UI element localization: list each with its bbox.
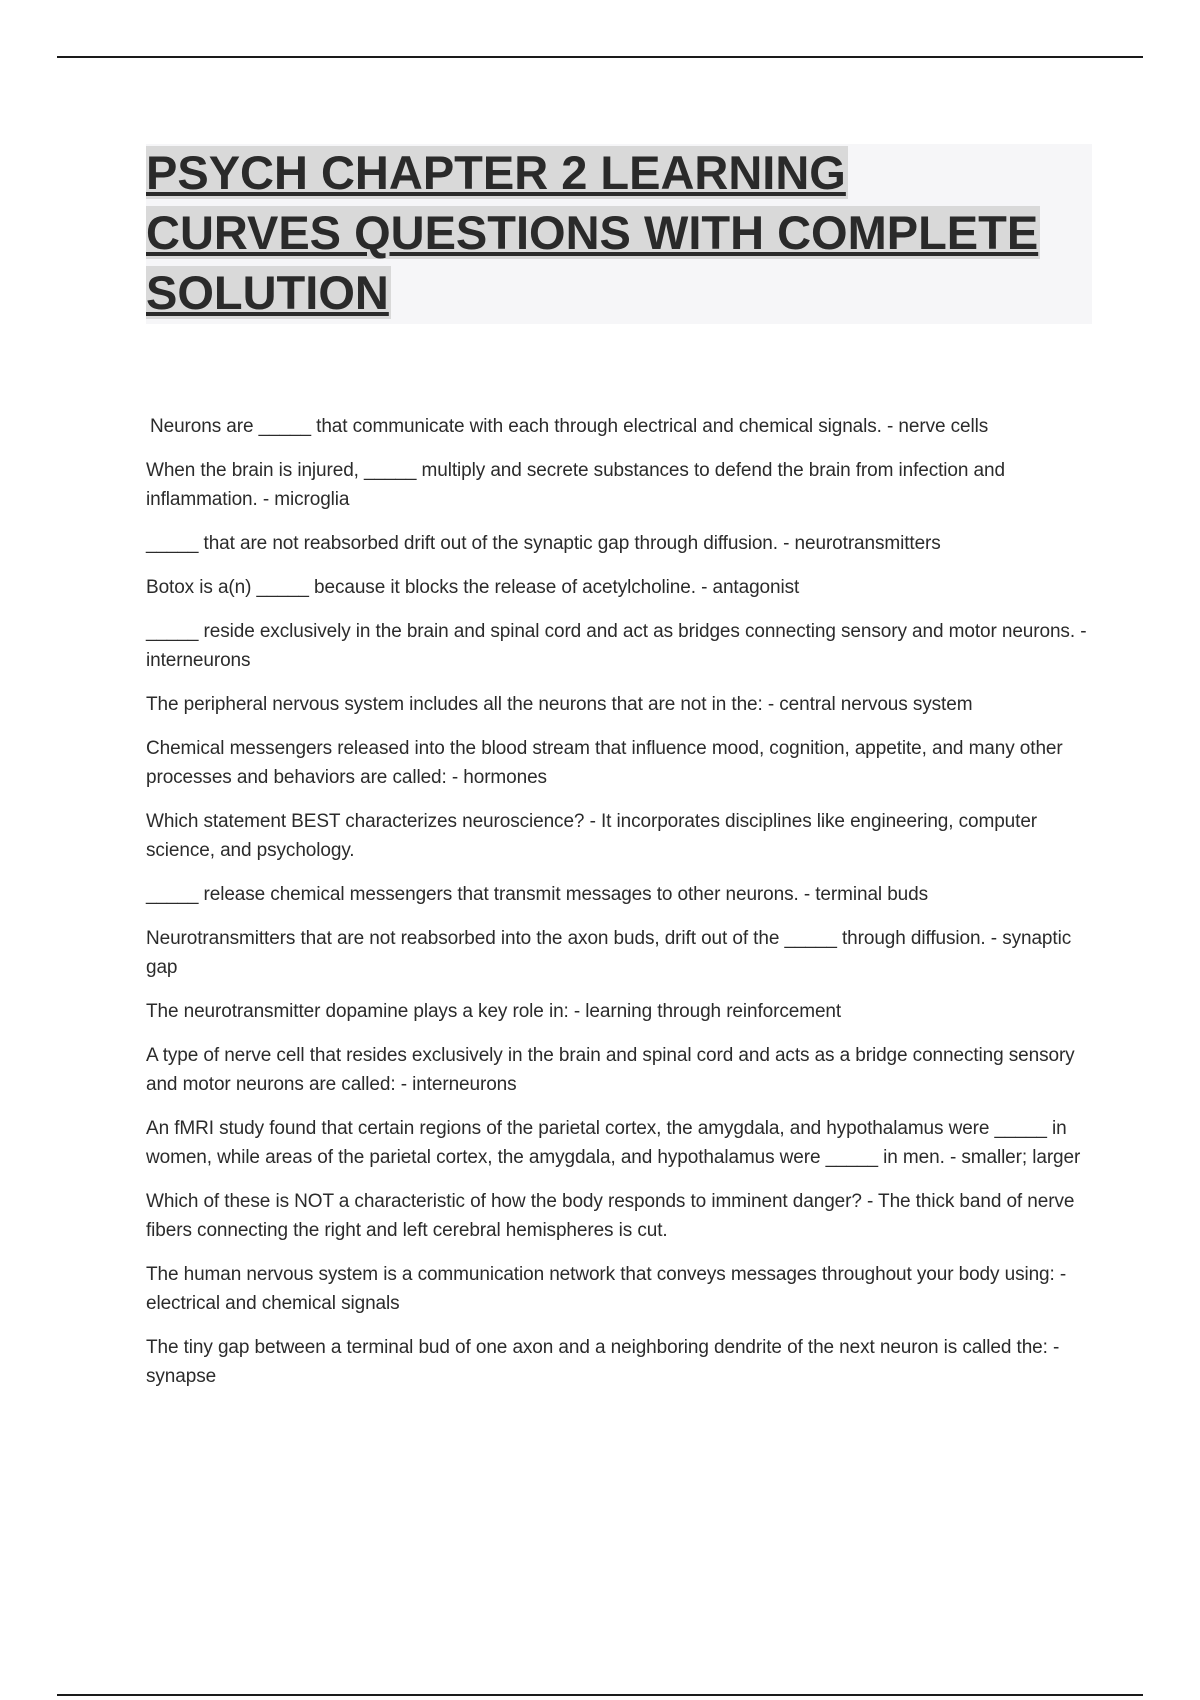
qa-item: Neurons are _____ that communicate with each through electrical and chemical signals. - nerve cells xyxy=(150,416,989,437)
document-title-line-2: CURVES QUESTIONS WITH COMPLETE xyxy=(146,206,1039,259)
qa-item: Which statement BEST characterizes neuroscience? - It incorporates disciplines like engineering, computer science, and psychology. xyxy=(146,811,1038,861)
qa-item: _____ that are not reabsorbed drift out of the synaptic gap through diffusion. - neurotransmitters xyxy=(146,533,941,554)
qa-item: An fMRI study found that certain regions of the parietal cortex, the amygdala, and hypothalamus were _____ in women, while areas of the parietal cortex, the amygdala, and hypothalamus were _____ in men. - smaller; larger xyxy=(146,1118,1081,1168)
qa-item: _____ reside exclusively in the brain and spinal cord and act as bridges connecting sensory and motor neurons. - interneurons xyxy=(146,621,1087,671)
qa-item: Chemical messengers released into the blood stream that influence mood, cognition, appetite, and many other processes and behaviors are called: - hormones xyxy=(146,738,1063,788)
qa-item: Neurotransmitters that are not reabsorbed into the axon buds, drift out of the _____ through diffusion. - synaptic gap xyxy=(146,928,1072,978)
qa-item: When the brain is injured, _____ multiply and secrete substances to defend the brain from infection and inflammation. - microglia xyxy=(146,460,1005,510)
qa-item: The peripheral nervous system includes all the neurons that are not in the: - central nervous system xyxy=(146,694,973,715)
bottom-rule xyxy=(57,1694,1143,1696)
document-title-line-1: PSYCH CHAPTER 2 LEARNING xyxy=(146,146,846,199)
qa-item: The neurotransmitter dopamine plays a key role in: - learning through reinforcement xyxy=(146,1001,842,1022)
qa-item: Which of these is NOT a characteristic of how the body responds to imminent danger? - The thick band of nerve fibers connecting the right and left cerebral hemispheres is cut. xyxy=(146,1191,1075,1241)
qa-item: Botox is a(n) _____ because it blocks the release of acetylcholine. - antagonist xyxy=(146,577,800,598)
qa-item: A type of nerve cell that resides exclusively in the brain and spinal cord and acts as a bridge connecting sensory and motor neurons are called: - interneurons xyxy=(146,1045,1075,1095)
qa-item: _____ release chemical messengers that transmit messages to other neurons. - terminal buds xyxy=(146,884,929,905)
question-answer-list xyxy=(146,412,1096,1406)
qa-item: The human nervous system is a communication network that conveys messages throughout your body using: - electrical and chemical signals xyxy=(146,1264,1067,1314)
qa-item: The tiny gap between a terminal bud of one axon and a neighboring dendrite of the next neuron is called the: - synapse xyxy=(146,1337,1060,1387)
top-rule xyxy=(57,56,1143,58)
document-title-line-3: SOLUTION xyxy=(146,266,389,319)
